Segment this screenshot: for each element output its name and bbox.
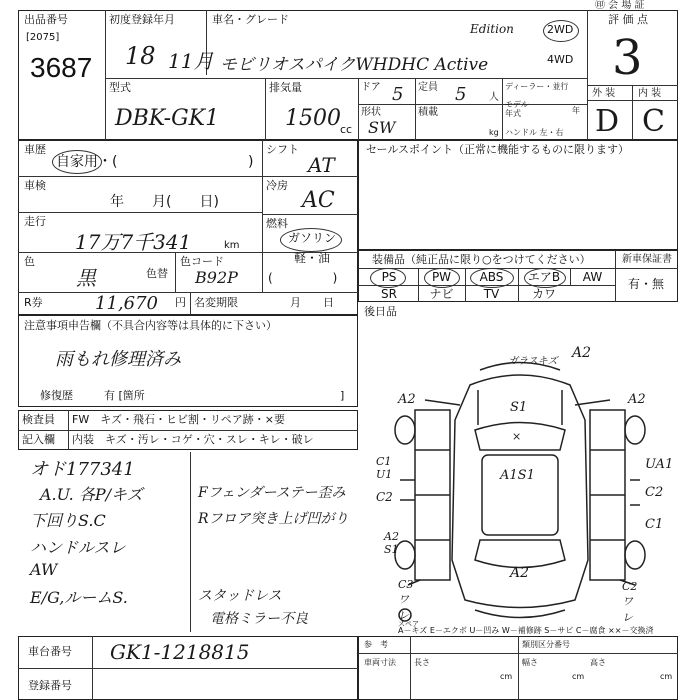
divider <box>262 214 358 215</box>
model-year-label: モデル年式 <box>505 100 529 118</box>
divider <box>105 10 106 140</box>
category-label: 類別区分番号 <box>522 640 570 649</box>
model-code: DBK-GK1 <box>115 106 220 131</box>
repair-label: 修復歴 <box>40 389 73 402</box>
yen-unit: 円 <box>175 296 186 309</box>
fuel-light-oil: 軽・油 <box>294 251 331 265</box>
fuel-other: ( ) <box>268 271 338 285</box>
divider <box>190 292 191 315</box>
mark-glass: ガラスキズ <box>508 356 558 367</box>
title-deadline-label: 名変期限 <box>194 296 238 309</box>
drive-4wd: 4WD <box>547 53 574 66</box>
registration-label: 登録番号 <box>28 679 72 692</box>
divider <box>18 292 358 293</box>
notes-text: 雨もれ修理済み <box>55 349 181 370</box>
width-label: 幅さ <box>522 658 538 667</box>
selling-points-label: セールスポイント（正常に機能するものに限ります） <box>366 143 630 156</box>
mark-a2-right: A2 <box>628 392 646 407</box>
equip-pw: PW <box>431 270 452 284</box>
repair-value: 有 [箇所 <box>104 389 145 402</box>
capacity-value: 5 <box>455 84 467 105</box>
inspector-line-1: FW キズ・飛石・ヒビ割・リペア跡・×要 <box>72 413 285 426</box>
note-studless: スタッドレス <box>198 588 282 604</box>
mark-a2s1: A2 S1 <box>384 530 399 556</box>
note-mirror: 電格ミラー不良 <box>210 611 308 627</box>
displacement-value: 1500 <box>285 106 341 131</box>
km-unit: km <box>224 240 240 251</box>
mark-c1-u1: C1 U1 <box>376 455 393 481</box>
inspection-value: 年 月( 日) <box>110 194 219 210</box>
shift-value: AT <box>308 153 335 177</box>
post-items-label: 後日品 <box>364 305 397 318</box>
drive-2wd: 2WD <box>547 23 574 36</box>
load-label: 積載 <box>418 107 438 118</box>
length-cm: cm <box>500 672 513 681</box>
exterior-label: 外 装 <box>592 88 616 99</box>
equip-tv: TV <box>483 287 500 301</box>
mark-ua1: UA1 <box>645 457 674 472</box>
color-label: 色 <box>24 255 35 268</box>
divider <box>415 78 416 140</box>
divider <box>358 78 359 140</box>
divider <box>18 176 358 177</box>
lot-number-label: 出品番号 <box>24 13 68 26</box>
pw-circle <box>424 268 460 288</box>
car-use-value: 自家用・( <box>56 154 118 170</box>
year-unit: 年 <box>572 106 580 115</box>
divider <box>18 430 358 431</box>
mark-s1: S1 <box>510 400 528 415</box>
divider <box>587 100 678 101</box>
note-floor: Rフロア突き上げ凹がり <box>198 511 349 527</box>
divider <box>518 636 519 700</box>
mark-a1s1: A1S1 <box>500 468 535 483</box>
car-use-close: ) <box>248 154 254 170</box>
warranty-label: 新車保証書 <box>622 254 672 265</box>
abs-circle <box>470 268 514 288</box>
color-code-value: B92P <box>195 268 238 287</box>
chassis-label: 車台番号 <box>28 645 72 658</box>
mark-c2-right: C2 <box>645 485 664 500</box>
damage-legend: A－キズ E－エクボ U－凹み W－補修跡 S－サビ C－腐食 ××－交換済 <box>398 626 654 635</box>
fuel-gasoline: ガソリン <box>288 231 337 245</box>
equip-sr: SR <box>381 287 397 301</box>
height-label: 高さ <box>590 658 606 667</box>
note-aw: AW <box>30 560 58 579</box>
displacement-label: 排気量 <box>269 81 302 94</box>
venue-stamp-label: ㊞ 会 場 証 <box>595 0 645 11</box>
note-underbody: 下回りS.C <box>30 511 106 530</box>
lot-sub-label: [2075] <box>26 32 60 43</box>
car-name: モビリオスパイクWHDHC Active <box>220 55 489 75</box>
equip-abs: ABS <box>479 270 504 284</box>
mark-c1-right: C1 <box>645 517 664 532</box>
mark-a2-bottom: A2 <box>510 565 530 581</box>
equip-navi: ナビ <box>429 287 454 301</box>
inspector-label: 検査員 <box>22 413 55 426</box>
equip-ps: PS <box>381 270 397 284</box>
divider <box>190 452 191 632</box>
car-use-circle <box>52 150 102 174</box>
selling-points-box <box>358 140 678 250</box>
mark-c2-left: C2 <box>376 490 393 504</box>
note-engine-room: E/G,ルームS. <box>30 588 128 607</box>
color-code-label: 色コード <box>180 255 224 268</box>
first-registration-label: 初度登録年月 <box>109 13 175 26</box>
reference-label: 参 考 <box>364 640 388 649</box>
grade-label: 評 価 点 <box>608 13 648 26</box>
divider <box>262 140 263 292</box>
car-use-label: 車歴 <box>24 143 46 156</box>
divider <box>632 85 633 140</box>
fuel-label: 燃料 <box>266 217 288 230</box>
shape-value: SW <box>368 118 396 137</box>
divider <box>105 78 587 79</box>
door-count: 5 <box>392 84 404 105</box>
registration-year: 18 <box>125 42 156 70</box>
interior-grade: C <box>642 104 665 139</box>
chassis-number: GK1-1218815 <box>110 640 250 664</box>
person-unit: 人 <box>489 92 499 103</box>
note-fender: Fフェンダーステー歪み <box>198 485 346 501</box>
divider <box>18 668 358 669</box>
lot-number: 3687 <box>30 52 93 83</box>
notes-label: 注意事項申告欄（不具合内容等は具体的に下さい） <box>24 319 277 332</box>
grade-value: 3 <box>612 30 643 86</box>
divider <box>18 212 262 213</box>
spare-label: スペア <box>398 620 419 628</box>
equip-airbag: エアB <box>527 270 561 284</box>
recycle-amount: 11,670 <box>95 293 158 314</box>
height-cm: cm <box>660 672 673 681</box>
capacity-label: 定員 <box>418 82 438 93</box>
mileage-value: 17万7千341 <box>75 230 192 254</box>
airbag-circle <box>524 268 566 288</box>
note-handle: ハンドルスレ <box>30 538 126 557</box>
equip-aw: AW <box>582 270 603 284</box>
registration-month: 11月 <box>168 49 214 73</box>
divider <box>587 10 588 140</box>
model-label: 型式 <box>109 81 131 94</box>
cc-unit: cc <box>340 123 353 136</box>
kg-unit: kg <box>489 128 499 137</box>
mark-x: × <box>512 430 522 443</box>
equipment-label: 装備品（純正品に限り○をつけてください） <box>372 253 591 266</box>
interior-label: 内 装 <box>638 88 662 99</box>
title-deadline-value: 月 日 <box>290 296 334 309</box>
exterior-grade: D <box>595 104 620 139</box>
dimensions-label: 車両寸法 <box>364 658 396 667</box>
divider <box>502 78 503 140</box>
aircon-value: AC <box>302 188 335 213</box>
inspector-line-2: 内装 キズ・汚レ・コゲ・穴・スレ・キレ・破レ <box>72 433 314 446</box>
equip-leather: カワ <box>531 287 556 301</box>
note-odometer: オド177341 <box>30 459 135 480</box>
mark-c3: C3 ワレ <box>398 578 414 622</box>
handle-label: ハンドル 左・右 <box>505 128 564 137</box>
edition-note: Edition <box>470 22 514 36</box>
color-change-label: 色替 <box>146 267 168 280</box>
divider <box>615 250 616 302</box>
recycle-label: R券 <box>24 296 43 309</box>
divider <box>175 252 176 292</box>
shape-label: 形状 <box>361 107 381 118</box>
inspection-label: 車検 <box>24 179 46 192</box>
car-name-label: 車名・グレード <box>212 13 289 26</box>
color-value: 黒 <box>76 266 96 290</box>
mark-c2-ware: C2 ワレ <box>622 580 638 624</box>
door-label: ドア <box>361 82 381 93</box>
ps-circle <box>370 268 406 288</box>
width-cm: cm <box>572 672 585 681</box>
entry-label: 記入欄 <box>22 433 55 446</box>
dealer-label: ディーラー・並行 <box>505 82 569 91</box>
length-label: 長さ <box>414 658 430 667</box>
mark-a2-left: A2 <box>398 392 416 407</box>
warranty-value: 有・無 <box>628 277 665 291</box>
divider <box>265 78 266 140</box>
mileage-label: 走行 <box>24 215 46 228</box>
divider <box>410 636 411 700</box>
mark-a2-top: A2 <box>572 345 592 361</box>
repair-close: ] <box>340 389 345 402</box>
note-au: A.U. 各P/キズ <box>40 485 143 504</box>
aircon-label: 冷房 <box>266 179 288 192</box>
shift-label: シフト <box>266 143 299 156</box>
